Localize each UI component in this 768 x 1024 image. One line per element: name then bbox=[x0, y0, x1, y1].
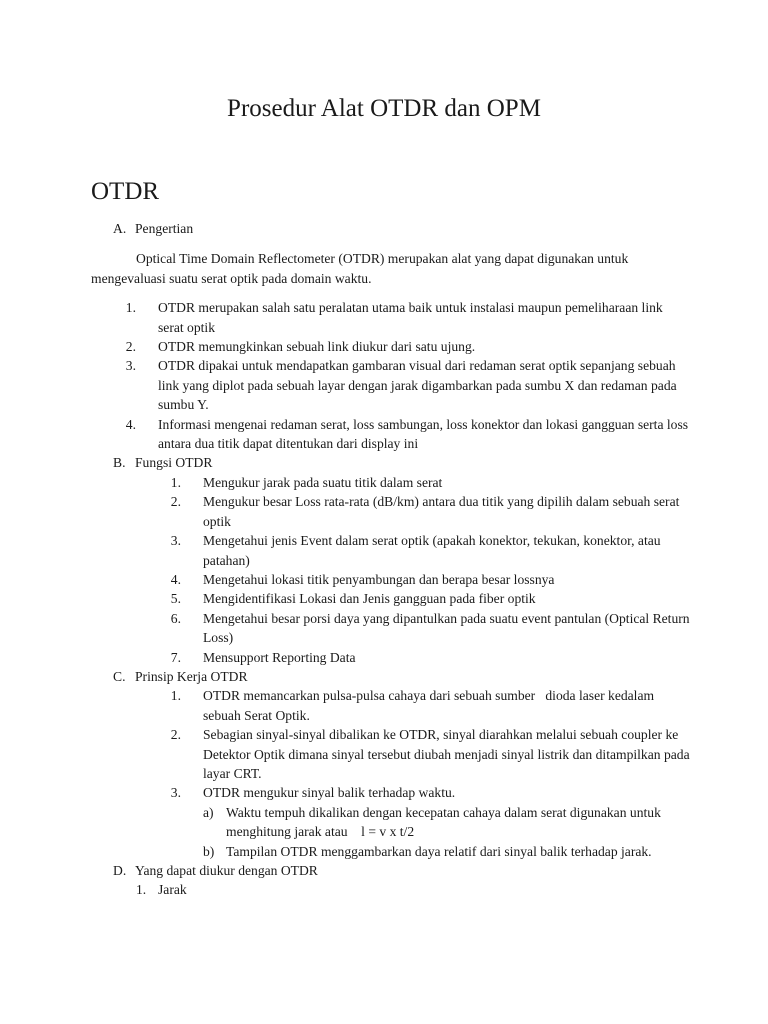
sub-list-item bbox=[203, 803, 691, 842]
list-text: Mengukur besar Loss rata-rata (dB/km) antara dua titik yang dipilih dalam sebuah serat optik bbox=[203, 494, 680, 529]
list-item bbox=[113, 356, 691, 414]
list-item bbox=[158, 589, 691, 608]
list-number: 2. bbox=[170, 494, 181, 510]
definition-paragraph: Optical Time Domain Reflectometer (OTDR) merupakan alat yang dapat digunakan untuk mengevaluasi suatu serat optik pada domain waktu. bbox=[91, 251, 629, 286]
list-number: 1. bbox=[125, 300, 136, 316]
section-c-marker: C. bbox=[113, 668, 126, 684]
document-title: Prosedur Alat OTDR dan OPM bbox=[227, 95, 541, 122]
section-heading: OTDR bbox=[91, 178, 160, 205]
list-number: 1. bbox=[136, 882, 147, 898]
list-item bbox=[158, 609, 691, 648]
section-b-marker: B. bbox=[113, 455, 126, 471]
section-d-header bbox=[113, 861, 691, 880]
section-a-marker: A. bbox=[113, 221, 127, 236]
list-item bbox=[113, 415, 691, 454]
list-number: 3. bbox=[125, 358, 136, 374]
list-text: OTDR merupakan salah satu peralatan utama baik untuk instalasi maupun pemeliharaan link serat optik bbox=[158, 300, 663, 335]
list-text: Sebagian sinyal-sinyal dibalikan ke OTDR, sinyal diarahkan melalui sebuah coupler ke Detektor Optik dimana sinyal tersebut diubah menjadi sinyal listrik dan ditampilkan pada layar CRT. bbox=[203, 727, 690, 781]
section-b-header bbox=[113, 453, 691, 472]
document-body bbox=[91, 219, 691, 900]
list-number: 2. bbox=[170, 727, 181, 743]
list-item bbox=[158, 492, 691, 531]
list-item bbox=[113, 337, 691, 356]
list-number: 4. bbox=[125, 416, 136, 432]
list-item bbox=[158, 686, 691, 725]
sub-list-text: Waktu tempuh dikalikan dengan kecepatan cahaya dalam serat digunakan untuk menghitung jarak atau l = v x t/2 bbox=[226, 804, 665, 840]
list-item bbox=[158, 648, 691, 667]
section-a-header bbox=[113, 219, 691, 238]
list-text: Jarak bbox=[158, 882, 187, 898]
list-number: 7. bbox=[170, 649, 181, 665]
list-number: 5. bbox=[170, 591, 181, 607]
list-text: Mengetahui besar porsi daya yang dipantulkan pada suatu event pantulan (Optical Return Loss) bbox=[203, 610, 690, 646]
section-c-label: Prinsip Kerja OTDR bbox=[135, 668, 248, 684]
list-text: Mengetahui jenis Event dalam serat optik (apakah konektor, tekukan, konektor, atau patahan) bbox=[203, 533, 661, 568]
list-item bbox=[158, 531, 691, 570]
list-text: Mensupport Reporting Data bbox=[203, 649, 356, 665]
list-text: OTDR memancarkan pulsa-pulsa cahaya dari sebuah sumber dioda laser kedalam sebuah Serat Optik. bbox=[203, 688, 658, 723]
sub-list-text: Tampilan OTDR menggambarkan daya relatif dari sinyal balik terhadap jarak. bbox=[226, 843, 652, 859]
list-text: Mengidentifikasi Lokasi dan Jenis gangguan pada fiber optik bbox=[203, 591, 536, 607]
list-item bbox=[136, 880, 691, 899]
list-number: 1. bbox=[170, 474, 181, 490]
sub-list-marker: a) bbox=[203, 804, 214, 820]
list-number: 1. bbox=[170, 688, 181, 704]
list-item bbox=[158, 473, 691, 492]
section-c-header bbox=[113, 667, 691, 686]
list-number: 3. bbox=[170, 785, 181, 801]
list-text: Mengukur jarak pada suatu titik dalam serat bbox=[203, 474, 443, 490]
list-item bbox=[158, 570, 691, 589]
list-item bbox=[158, 725, 691, 783]
section-d-label: Yang dapat diukur dengan OTDR bbox=[135, 863, 318, 878]
sub-list-item bbox=[203, 842, 691, 861]
list-number: 4. bbox=[170, 571, 181, 587]
list-number: 2. bbox=[125, 339, 136, 355]
list-text: Mengetahui lokasi titik penyambungan dan berapa besar lossnya bbox=[203, 571, 555, 587]
section-a-label: Pengertian bbox=[135, 221, 194, 236]
list-item bbox=[113, 298, 691, 337]
section-b-label: Fungsi OTDR bbox=[135, 455, 213, 471]
list-text: OTDR mengukur sinyal balik terhadap waktu. bbox=[203, 785, 456, 801]
list-number: 3. bbox=[170, 533, 181, 549]
section-d-marker: D. bbox=[113, 863, 127, 878]
list-number: 6. bbox=[170, 610, 181, 626]
list-text: Informasi mengenai redaman serat, loss sambungan, loss konektor dan lokasi gangguan serta loss antara dua titik dapat ditentukan dari display ini bbox=[158, 416, 689, 452]
list-item bbox=[158, 783, 691, 802]
sub-list-marker: b) bbox=[203, 843, 215, 859]
list-text: OTDR memungkinkan sebuah link diukur dari satu ujung. bbox=[158, 339, 476, 355]
list-text: OTDR dipakai untuk mendapatkan gambaran visual dari redaman serat optik sepanjang sebuah link yang diplot pada sebuah layar dengan jarak digambarkan pada sumbu X dan redaman pada sumbu Y. bbox=[158, 358, 677, 413]
